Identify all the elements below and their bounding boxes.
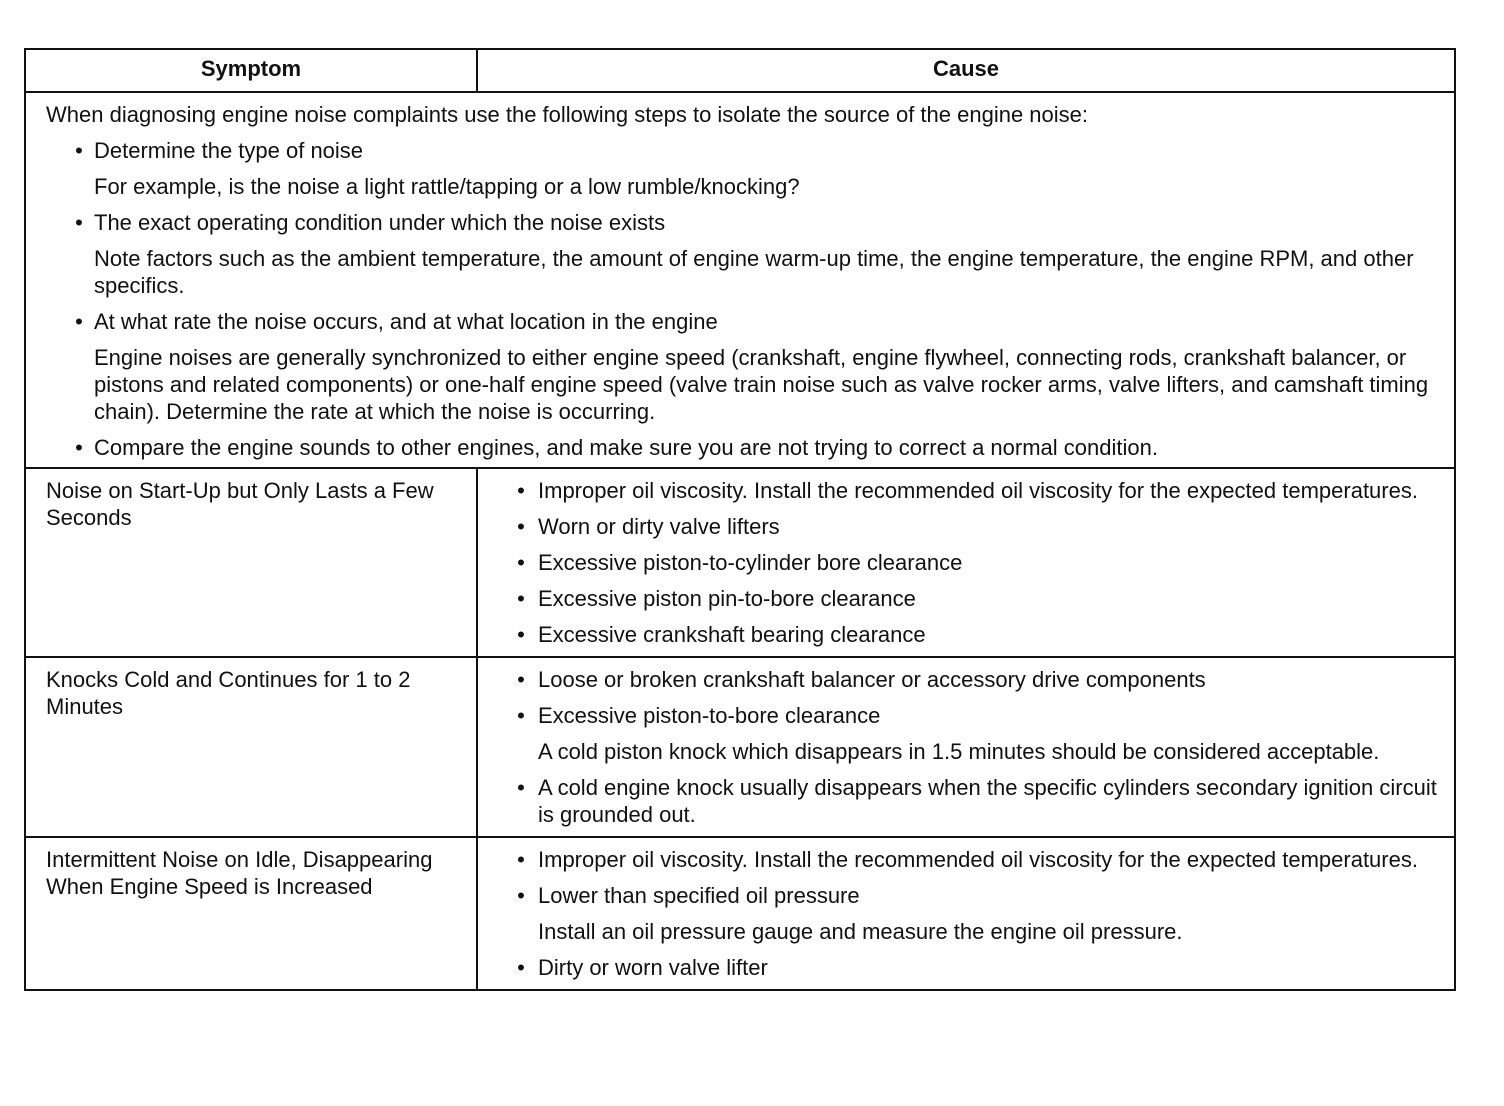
cause-column-header: Cause <box>477 49 1455 92</box>
intro-step <box>46 137 1436 200</box>
cause-item-text: Lower than specified oil pressure <box>538 883 860 908</box>
bullet-icon: • <box>517 847 525 872</box>
cause-item-text: Worn or dirty valve lifters <box>538 514 780 539</box>
bullet-icon: • <box>75 309 83 334</box>
bullet-icon: • <box>517 667 525 692</box>
cause-item <box>490 477 1440 504</box>
intro-step <box>46 434 1436 461</box>
cause-cell <box>477 657 1455 837</box>
bullet-icon: • <box>517 883 525 908</box>
bullet-icon: • <box>517 550 525 575</box>
cause-item-note: Install an oil pressure gauge and measure the engine oil pressure. <box>538 919 1183 944</box>
intro-step-text: The exact operating condition under which the noise exists <box>94 210 666 235</box>
diagnosis-table <box>24 48 1456 991</box>
intro-row <box>25 92 1455 468</box>
table-row <box>25 837 1455 990</box>
bullet-icon: • <box>517 775 525 800</box>
cause-item-text: Dirty or worn valve lifter <box>538 955 768 980</box>
bullet-icon: • <box>75 138 83 163</box>
intro-step-note: Note factors such as the ambient temperature, the amount of engine warm-up time, the engine temperature, the engine RPM, and other specifics. <box>94 246 1414 298</box>
symptom-cell: Noise on Start-Up but Only Lasts a Few Seconds <box>25 468 477 657</box>
cause-cell <box>477 837 1455 990</box>
symptom-cell: Knocks Cold and Continues for 1 to 2 Minutes <box>25 657 477 837</box>
cause-item-text: Excessive piston-to-cylinder bore clearance <box>538 550 963 575</box>
cause-list <box>490 666 1440 828</box>
intro-step-text: Compare the engine sounds to other engines, and make sure you are not trying to correct a normal condition. <box>94 435 1158 460</box>
symptom-column-header: Symptom <box>25 49 477 92</box>
intro-step-note: For example, is the noise a light rattle/tapping or a low rumble/knocking? <box>94 174 800 199</box>
cause-item-text: Excessive piston pin-to-bore clearance <box>538 586 916 611</box>
cause-item-text: Improper oil viscosity. Install the recommended oil viscosity for the expected temperatures. <box>538 478 1418 503</box>
intro-step <box>46 308 1436 425</box>
cause-item <box>490 621 1440 648</box>
bullet-icon: • <box>517 955 525 980</box>
bullet-icon: • <box>517 514 525 539</box>
cause-list <box>490 846 1440 981</box>
cause-item-text: Improper oil viscosity. Install the recommended oil viscosity for the expected temperatures. <box>538 847 1418 872</box>
intro-step <box>46 209 1436 299</box>
cause-item <box>490 954 1440 981</box>
bullet-icon: • <box>517 703 525 728</box>
bullet-icon: • <box>517 478 525 503</box>
cause-item <box>490 585 1440 612</box>
cause-item <box>490 882 1440 945</box>
cause-item <box>490 846 1440 873</box>
cause-item <box>490 666 1440 693</box>
cause-item <box>490 702 1440 765</box>
cause-item-text: Excessive crankshaft bearing clearance <box>538 622 926 647</box>
bullet-icon: • <box>517 586 525 611</box>
bullet-icon: • <box>75 210 83 235</box>
header-row <box>25 49 1455 92</box>
cause-cell <box>477 468 1455 657</box>
bullet-icon: • <box>517 622 525 647</box>
cause-list <box>490 477 1440 648</box>
table-row <box>25 657 1455 837</box>
intro-lead-text: When diagnosing engine noise complaints use the following steps to isolate the source of the engine noise: <box>46 102 1089 127</box>
cause-item-note: A cold piston knock which disappears in 1.5 minutes should be considered acceptable. <box>538 739 1380 764</box>
cause-item-text: Excessive piston-to-bore clearance <box>538 703 881 728</box>
bullet-icon: • <box>75 435 83 460</box>
intro-step-text: At what rate the noise occurs, and at what location in the engine <box>94 309 718 334</box>
intro-step-note: Engine noises are generally synchronized to either engine speed (crankshaft, engine flywheel, connecting rods, crankshaft balancer, or pistons and related components) or one-half engine speed (valve train noise such as valve rocker arms, valve lifters, and camshaft timing chain). Determine the rate at which the noise is occurring. <box>94 345 1429 424</box>
intro-cell <box>25 92 1455 468</box>
intro-step-text: Determine the type of noise <box>94 138 364 163</box>
table-row <box>25 468 1455 657</box>
cause-item <box>490 549 1440 576</box>
cause-item-text: A cold engine knock usually disappears when the specific cylinders secondary ignition circuit is grounded out. <box>538 775 1437 827</box>
symptom-cell: Intermittent Noise on Idle, Disappearing When Engine Speed is Increased <box>25 837 477 990</box>
cause-item <box>490 774 1440 828</box>
intro-steps-list <box>46 137 1436 461</box>
cause-item-text: Loose or broken crankshaft balancer or accessory drive components <box>538 667 1206 692</box>
cause-item <box>490 513 1440 540</box>
